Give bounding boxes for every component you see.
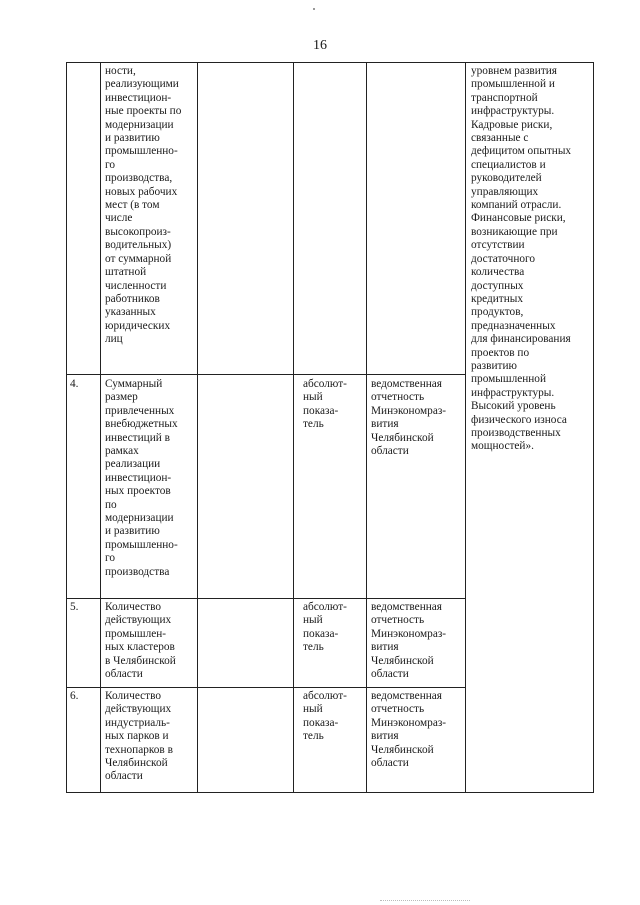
text-line: ведомственная (371, 690, 442, 702)
indicator-type (303, 601, 365, 655)
text-line: ведомственная (371, 601, 442, 613)
text-line: производственных (471, 426, 561, 439)
indicator-type (303, 690, 365, 744)
text-line: го (105, 552, 116, 565)
text-line: числе (105, 212, 133, 225)
text-line: ные проекты по (105, 105, 182, 118)
text-line: ных парков и (105, 730, 169, 743)
text-line: инфраструктуры. (471, 105, 555, 118)
text-line: управляющих (471, 185, 539, 198)
text-line: промышленно- (105, 538, 178, 551)
text-line: инвестицион- (105, 471, 172, 484)
text-line: специалистов и (471, 158, 546, 171)
indicator-name (105, 601, 193, 681)
text-line: продуктов, (471, 306, 524, 319)
text-line: абсолют- (303, 690, 347, 702)
text-line: показа- (303, 627, 339, 640)
text-line: области (371, 445, 409, 458)
indicator-name (105, 690, 193, 784)
text-line: Челябинской (371, 743, 434, 756)
text-line: дефицитом опытных (471, 145, 572, 158)
text-line: штатной (105, 266, 147, 279)
text-line: абсолют- (303, 378, 347, 390)
text-line: ный (303, 391, 323, 404)
text-line: индустриаль- (105, 716, 170, 729)
text-line: и развитию (105, 132, 160, 145)
text-line: области (105, 770, 143, 783)
text-line: показа- (303, 404, 339, 417)
text-line: достаточного (471, 252, 536, 265)
text-line: и развитию (105, 525, 160, 538)
col-divider-name (197, 62, 198, 793)
text-line: возникающие при (471, 225, 558, 238)
text-line: инвестицион- (105, 91, 172, 104)
row-divider-5 (66, 598, 466, 599)
risks-description (471, 65, 588, 454)
text-line: области (371, 668, 409, 681)
text-line: в Челябинской (105, 654, 176, 667)
text-line: вития (371, 730, 399, 743)
scan-artifact (380, 900, 470, 903)
text-line: производства, (105, 172, 173, 185)
text-line: мощностей». (471, 440, 534, 453)
text-line: абсолют- (303, 601, 347, 613)
text-line: количества (471, 266, 525, 279)
text-line: мест (в том (105, 199, 160, 212)
text-line: области (105, 668, 143, 681)
text-line: промышленно- (105, 145, 178, 158)
row-number: 4. (70, 378, 79, 390)
text-line: технопарков в (105, 743, 173, 756)
text-line: ный (303, 703, 323, 716)
text-line: вития (371, 418, 399, 431)
text-line: реализующими (105, 78, 179, 91)
text-line: указанных (105, 306, 156, 319)
text-line: Минэкономраз- (371, 404, 447, 417)
text-line: работников (105, 292, 160, 305)
text-line: показа- (303, 716, 339, 729)
indicator-type (303, 378, 365, 432)
text-line: модернизации (105, 512, 174, 525)
text-line: доступных (471, 279, 524, 292)
text-line: тель (303, 641, 324, 654)
table-border-left (66, 62, 67, 793)
text-line: действующих (105, 614, 172, 627)
text-line: Челябинской (371, 654, 434, 667)
text-line: связанные с (471, 132, 529, 145)
text-line: развитию (471, 359, 517, 372)
text-line: действующих (105, 703, 172, 716)
text-line: Количество (105, 690, 161, 702)
text-line: от суммарной (105, 252, 172, 265)
table-border-top (66, 62, 594, 63)
row-divider-4 (66, 374, 466, 375)
text-line: размер (105, 391, 138, 404)
row-number: 6. (70, 690, 79, 702)
text-line: ведомственная (371, 378, 442, 390)
text-line: промышлен- (105, 627, 167, 640)
text-line: внебюджетных (105, 418, 178, 431)
text-line: водительных) (105, 239, 172, 252)
text-line: для финансирования (471, 333, 571, 346)
page-number: 16 (313, 38, 327, 53)
text-line: вития (371, 641, 399, 654)
text-line: промышленной (471, 373, 547, 386)
text-line: предназначенных (471, 319, 556, 332)
text-line: уровнем развития (471, 65, 557, 77)
row-number: 5. (70, 601, 79, 613)
text-line: Суммарный (105, 378, 163, 390)
text-line: ных кластеров (105, 641, 175, 654)
row-divider-6 (66, 687, 466, 688)
table-border-right (593, 62, 594, 793)
text-line: Челябинской (105, 757, 168, 770)
text-line: проектов по (471, 346, 530, 359)
col-divider-source (465, 62, 466, 793)
col-divider-num (100, 62, 101, 793)
text-line: тель (303, 730, 324, 743)
col-divider-type (366, 62, 367, 793)
text-line: тель (303, 418, 324, 431)
text-line: лиц (105, 333, 123, 346)
text-line: рамках (105, 445, 139, 458)
text-line: численности (105, 279, 167, 292)
scan-speck (313, 8, 315, 10)
text-line: ных проектов (105, 485, 171, 498)
text-line: инфраструктуры. (471, 386, 555, 399)
text-line: производства (105, 565, 170, 578)
text-line: юридических (105, 319, 171, 332)
col-divider-blank (293, 62, 294, 793)
text-line: компаний отрасли. (471, 199, 562, 212)
indicator-name (105, 378, 193, 579)
text-line: привлеченных (105, 404, 175, 417)
text-line: Челябинской (371, 431, 434, 444)
text-line: Количество (105, 601, 161, 613)
continued-indicator-name (105, 65, 193, 347)
text-line: ный (303, 614, 323, 627)
text-line: отчетность (371, 391, 425, 404)
text-line: отчетность (371, 614, 425, 627)
indicator-table (66, 62, 594, 793)
text-line: физического износа (471, 413, 567, 426)
data-source (371, 378, 463, 458)
data-source (371, 690, 463, 770)
text-line: го (105, 158, 116, 171)
text-line: Финансовые риски, (471, 212, 566, 225)
text-line: отсутствии (471, 239, 525, 252)
text-line: отчетность (371, 703, 425, 716)
text-line: руководителей (471, 172, 542, 185)
text-line: по (105, 498, 117, 511)
text-line: кредитных (471, 292, 524, 305)
text-line: высокопроиз- (105, 225, 171, 238)
text-line: Минэкономраз- (371, 716, 447, 729)
text-line: промышленной и (471, 78, 555, 91)
text-line: инвестиций в (105, 431, 170, 444)
text-line: Минэкономраз- (371, 627, 447, 640)
text-line: транспортной (471, 91, 538, 104)
table-border-bottom (66, 792, 594, 793)
text-line: Высокий уровень (471, 400, 556, 413)
text-line: ности, (105, 65, 136, 77)
text-line: Кадровые риски, (471, 118, 553, 131)
data-source (371, 601, 463, 681)
text-line: реализации (105, 458, 161, 471)
text-line: области (371, 757, 409, 770)
text-line: модернизации (105, 118, 174, 131)
text-line: новых рабочих (105, 185, 178, 198)
